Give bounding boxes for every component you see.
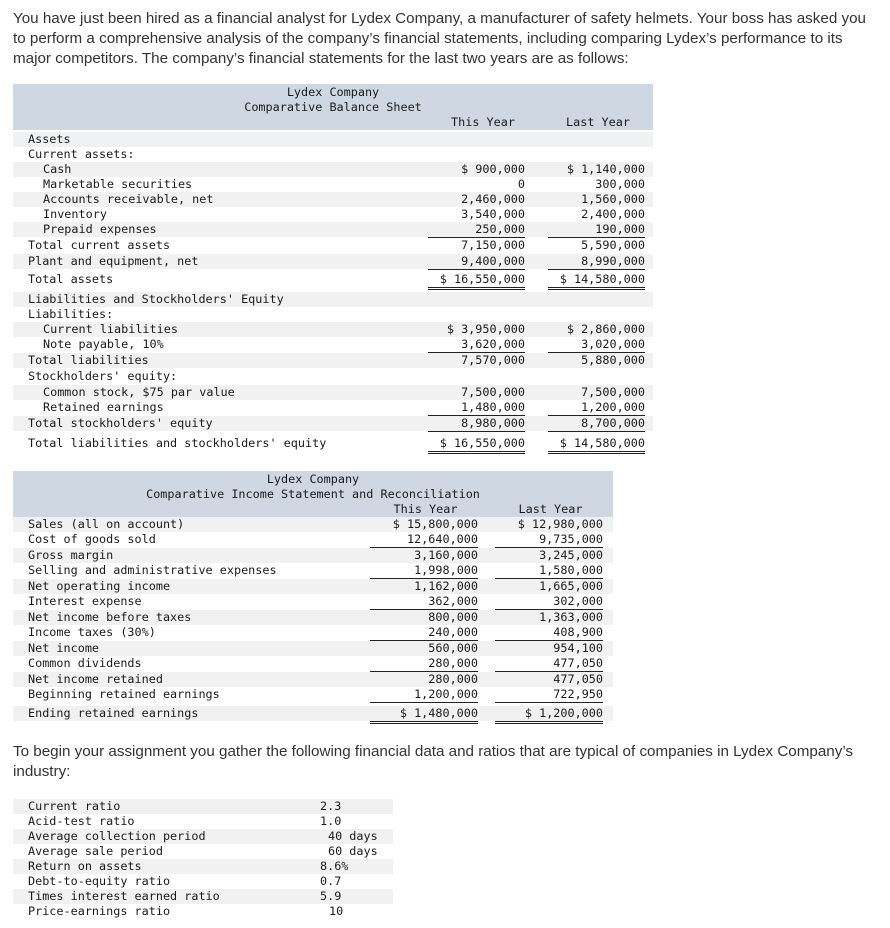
balance-sheet-row bbox=[13, 400, 653, 415]
industry-ratios-table bbox=[13, 797, 393, 919]
row-label: Liabilities and Stockholders' Equity bbox=[28, 292, 284, 306]
income-statement-row bbox=[13, 563, 613, 578]
income-statement-row bbox=[13, 548, 613, 563]
this-year-value: $ 1,480,000 bbox=[370, 706, 478, 724]
this-year-value: 2,460,000 bbox=[461, 192, 525, 206]
last-year-value: 300,000 bbox=[595, 177, 645, 191]
this-year-value: 7,150,000 bbox=[461, 238, 525, 252]
balance-sheet-row bbox=[13, 416, 653, 431]
this-year-value: 3,540,000 bbox=[461, 207, 525, 221]
ratio-value: 2.3 bbox=[320, 799, 342, 813]
last-year-value: $ 1,140,000 bbox=[566, 162, 645, 176]
this-year-value: 3,620,000 bbox=[428, 337, 525, 353]
balance-sheet-title: Comparative Balance Sheet bbox=[244, 100, 422, 114]
ratio-value: 40 days bbox=[328, 829, 378, 843]
income-statement-row bbox=[13, 641, 613, 656]
balance-sheet-col-last: Last Year bbox=[566, 115, 630, 129]
this-year-value: 3,160,000 bbox=[414, 548, 478, 562]
last-year-value: 1,363,000 bbox=[539, 610, 603, 624]
balance-sheet-row bbox=[13, 132, 653, 147]
balance-sheet-row bbox=[13, 254, 653, 269]
ratio-value: 60 days bbox=[328, 844, 378, 858]
balance-sheet-row bbox=[13, 385, 653, 400]
row-label: Marketable securities bbox=[43, 177, 193, 191]
row-label: Net income retained bbox=[28, 672, 163, 686]
this-year-value: 1,998,000 bbox=[370, 563, 478, 579]
income-statement-row bbox=[13, 594, 613, 609]
this-year-value: 7,500,000 bbox=[461, 385, 525, 399]
last-year-value: 5,590,000 bbox=[581, 238, 645, 252]
ratio-row bbox=[13, 814, 393, 829]
last-year-value: 190,000 bbox=[548, 222, 645, 238]
row-label: Liabilities: bbox=[28, 307, 114, 321]
ratio-label: Current ratio bbox=[28, 799, 121, 813]
last-year-value: $ 2,860,000 bbox=[566, 322, 645, 336]
this-year-value: 1,480,000 bbox=[428, 400, 525, 416]
row-label: Gross margin bbox=[28, 548, 114, 562]
balance-sheet-row bbox=[13, 192, 653, 207]
this-year-value: 0 bbox=[517, 177, 525, 191]
income-statement-row bbox=[13, 706, 613, 721]
ratio-row bbox=[13, 904, 393, 919]
this-year-value: 9,400,000 bbox=[428, 254, 525, 270]
balance-sheet-row bbox=[13, 436, 653, 451]
row-label: Net operating income bbox=[28, 579, 171, 593]
last-year-value: $ 14,580,000 bbox=[548, 272, 645, 290]
row-label: Interest expense bbox=[28, 594, 142, 608]
row-label: Income taxes (30%) bbox=[28, 625, 156, 639]
ratio-row bbox=[13, 829, 393, 844]
ratio-label: Acid-test ratio bbox=[28, 814, 135, 828]
last-year-value: $ 14,580,000 bbox=[548, 436, 645, 454]
row-label: Prepaid expenses bbox=[43, 222, 157, 236]
balance-sheet-table bbox=[13, 84, 653, 454]
this-year-value: 560,000 bbox=[428, 641, 478, 655]
last-year-value: 3,020,000 bbox=[548, 337, 645, 353]
row-label: Stockholders' equity: bbox=[28, 369, 178, 383]
this-year-value: $ 16,550,000 bbox=[428, 436, 525, 454]
ratio-label: Average sale period bbox=[28, 844, 163, 858]
row-label: Net income before taxes bbox=[28, 610, 192, 624]
ratio-row bbox=[13, 844, 393, 859]
this-year-value: 240,000 bbox=[370, 625, 478, 641]
last-year-value: 408,900 bbox=[495, 625, 603, 641]
row-label: Plant and equipment, net bbox=[28, 254, 199, 268]
this-year-value: 280,000 bbox=[428, 672, 478, 686]
row-label: Current assets: bbox=[28, 147, 135, 161]
income-statement-row bbox=[13, 672, 613, 687]
this-year-value: 800,000 bbox=[428, 610, 478, 624]
ratio-value: 8.6% bbox=[320, 859, 349, 873]
balance-sheet-row bbox=[13, 207, 653, 222]
this-year-value: 8,980,000 bbox=[428, 416, 525, 432]
row-label: Common dividends bbox=[28, 656, 142, 670]
intro-paragraph: You have just been hired as a financial analyst for Lydex Company, a manufacturer of safety helmets. Your boss has asked you to perform a comprehensive analysis of the company’s financial statements, including comparing Lydex’s performance to its major competitors. The company’s financial statements for the last two years are as follows: bbox=[13, 10, 866, 67]
ratio-value: 1.0 bbox=[320, 814, 342, 828]
balance-sheet-row bbox=[13, 292, 653, 307]
row-label: Inventory bbox=[43, 207, 107, 221]
row-label: Total liabilities bbox=[28, 353, 149, 367]
income-statement-col-this: This Year bbox=[393, 502, 458, 516]
ratio-value: 10 bbox=[329, 904, 344, 918]
last-year-value: $ 12,980,000 bbox=[517, 517, 603, 531]
last-year-value: 8,990,000 bbox=[548, 254, 645, 270]
last-year-value: 722,950 bbox=[495, 687, 603, 703]
last-year-value: 7,500,000 bbox=[581, 385, 645, 399]
last-year-value: 1,200,000 bbox=[548, 400, 645, 416]
ratio-label: Times interest earned ratio bbox=[28, 889, 220, 903]
this-year-value: $ 15,800,000 bbox=[392, 517, 478, 531]
balance-sheet-row bbox=[13, 272, 653, 287]
last-year-value: 5,880,000 bbox=[581, 353, 645, 367]
last-year-value: 477,050 bbox=[553, 672, 603, 686]
ratio-row bbox=[13, 874, 393, 889]
row-label: Net income bbox=[28, 641, 100, 655]
row-label: Total stockholders' equity bbox=[28, 416, 213, 430]
this-year-value: 250,000 bbox=[428, 222, 525, 238]
ratio-row bbox=[13, 799, 393, 814]
income-statement-row bbox=[13, 687, 613, 702]
income-statement-row bbox=[13, 656, 613, 671]
balance-sheet-row bbox=[13, 369, 653, 384]
balance-sheet-company: Lydex Company bbox=[286, 85, 380, 99]
this-year-value: $ 900,000 bbox=[461, 162, 525, 176]
balance-sheet-row bbox=[13, 353, 653, 368]
balance-sheet-row bbox=[13, 147, 653, 162]
balance-sheet-row bbox=[13, 307, 653, 322]
ratio-row bbox=[13, 889, 393, 904]
row-label: Cash bbox=[43, 162, 72, 176]
last-year-value: 9,735,000 bbox=[495, 532, 603, 548]
this-year-value: 362,000 bbox=[370, 594, 478, 610]
last-year-value: 3,245,000 bbox=[539, 548, 603, 562]
income-statement-row bbox=[13, 625, 613, 640]
row-label: Current liabilities bbox=[43, 322, 178, 336]
this-year-value: 1,200,000 bbox=[370, 687, 478, 703]
row-label: Note payable, 10% bbox=[43, 337, 164, 351]
ratio-row bbox=[13, 859, 393, 874]
row-label: Accounts receivable, net bbox=[43, 192, 214, 206]
last-year-value: $ 1,200,000 bbox=[495, 706, 603, 724]
row-label: Total assets bbox=[28, 272, 114, 286]
balance-sheet-row bbox=[13, 322, 653, 337]
row-label: Retained earnings bbox=[43, 400, 164, 414]
last-year-value: 1,665,000 bbox=[539, 579, 603, 593]
row-label: Common stock, $75 par value bbox=[43, 385, 235, 399]
income-statement-row bbox=[13, 610, 613, 625]
row-label: Total liabilities and stockholders' equity bbox=[28, 436, 327, 450]
row-label: Sales (all on account) bbox=[28, 517, 185, 531]
this-year-value: $ 3,950,000 bbox=[446, 322, 525, 336]
balance-sheet-col-this: This Year bbox=[451, 115, 515, 129]
this-year-value: 280,000 bbox=[370, 656, 478, 672]
last-year-value: 8,700,000 bbox=[548, 416, 645, 432]
income-statement-col-last: Last Year bbox=[518, 502, 583, 516]
last-year-value: 954,100 bbox=[553, 641, 603, 655]
this-year-value: 12,640,000 bbox=[370, 532, 478, 548]
ratio-value: 0.7 bbox=[320, 874, 342, 888]
ratio-label: Average collection period bbox=[28, 829, 206, 843]
ratio-value: 5.9 bbox=[320, 889, 342, 903]
last-year-value: 477,050 bbox=[495, 656, 603, 672]
row-label: Selling and administrative expenses bbox=[28, 563, 277, 577]
this-year-value: 7,570,000 bbox=[461, 353, 525, 367]
income-statement-row bbox=[13, 532, 613, 547]
last-year-value: 302,000 bbox=[495, 594, 603, 610]
income-statement-row bbox=[13, 517, 613, 532]
row-label: Beginning retained earnings bbox=[28, 687, 220, 701]
balance-sheet-row bbox=[13, 238, 653, 253]
row-label: Ending retained earnings bbox=[28, 706, 199, 720]
this-year-value: 1,162,000 bbox=[414, 579, 478, 593]
ratio-label: Price-earnings ratio bbox=[28, 904, 171, 918]
ratios-intro-paragraph: To begin your assignment you gather the following financial data and ratios that are typical of companies in Lydex Company’s industry: bbox=[13, 743, 854, 780]
last-year-value: 2,400,000 bbox=[581, 207, 645, 221]
this-year-value: $ 16,550,000 bbox=[428, 272, 525, 290]
income-statement-title: Comparative Income Statement and Reconciliation bbox=[146, 487, 480, 501]
income-statement-table bbox=[13, 471, 613, 727]
income-statement-row bbox=[13, 579, 613, 594]
income-statement-company: Lydex Company bbox=[266, 472, 360, 486]
balance-sheet-row bbox=[13, 337, 653, 352]
row-label: Total current assets bbox=[28, 238, 171, 252]
balance-sheet-row bbox=[13, 177, 653, 192]
last-year-value: 1,560,000 bbox=[581, 192, 645, 206]
balance-sheet-row bbox=[13, 222, 653, 237]
last-year-value: 1,580,000 bbox=[495, 563, 603, 579]
balance-sheet-row bbox=[13, 162, 653, 177]
row-label: Assets bbox=[28, 132, 71, 146]
row-label: Cost of goods sold bbox=[28, 532, 156, 546]
ratio-label: Return on assets bbox=[28, 859, 142, 873]
ratio-label: Debt-to-equity ratio bbox=[28, 874, 171, 888]
